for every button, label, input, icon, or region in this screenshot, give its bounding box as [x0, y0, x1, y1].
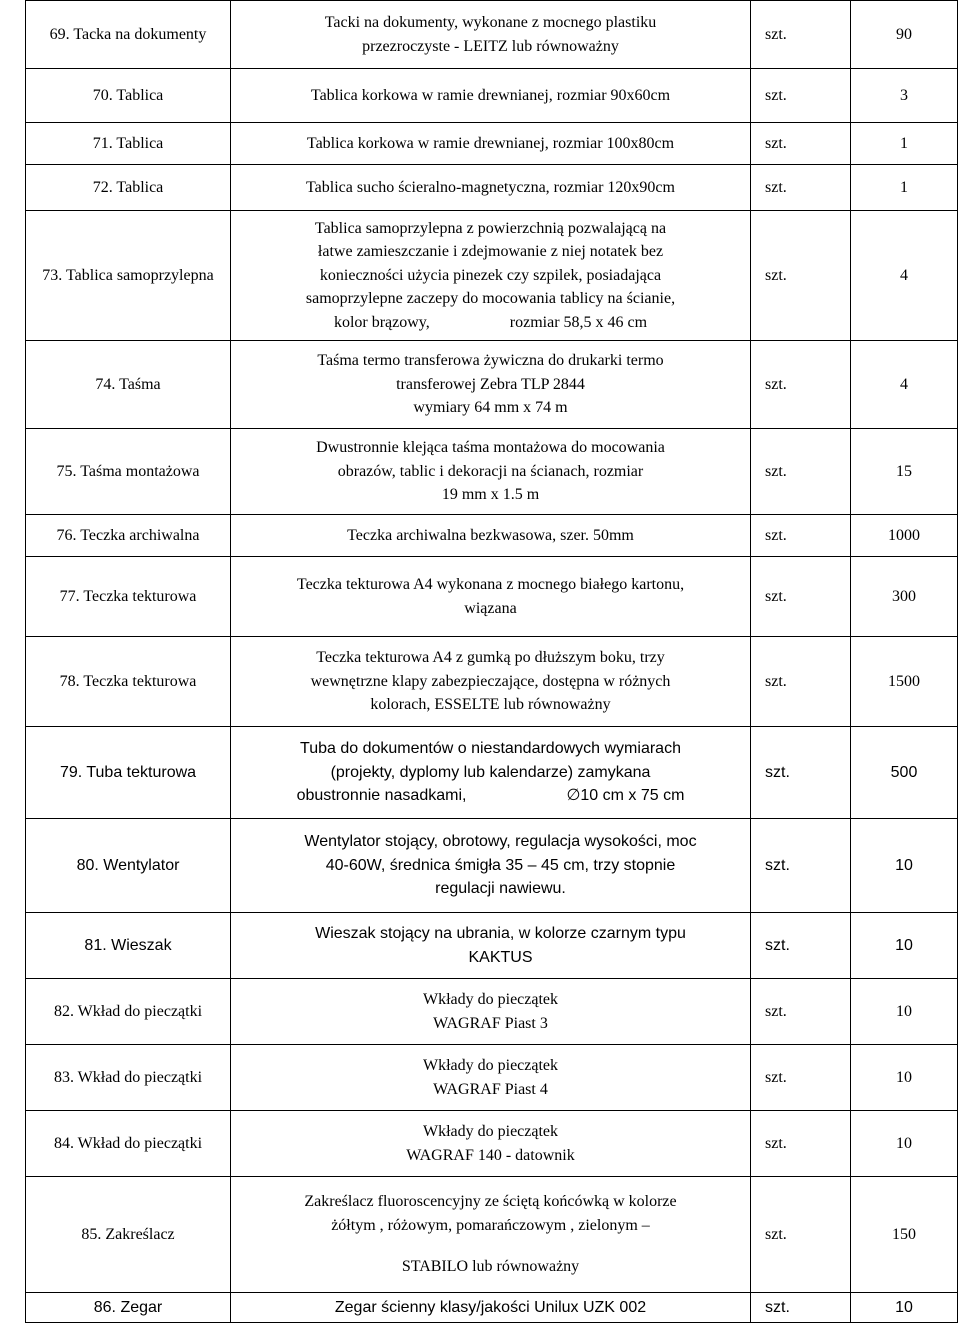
item-quantity: 300	[851, 557, 958, 637]
item-unit: szt.	[751, 429, 851, 515]
item-name: 72. Tablica	[26, 165, 231, 211]
item-description: Teczka tekturowa A4 z gumką po dłuższym boku, trzy wewnętrzne klapy zabezpieczające, dostępna w różnych kolorach, ESSELTE lub równoważny	[231, 637, 751, 727]
item-name: 86. Zegar	[26, 1293, 231, 1323]
table-row	[26, 1177, 958, 1293]
item-name: 77. Teczka tekturowa	[26, 557, 231, 637]
item-description: Wkłady do pieczątek WAGRAF 140 - datownik	[231, 1111, 751, 1177]
item-name: 85. Zakreślacz	[26, 1177, 231, 1293]
item-unit: szt.	[751, 123, 851, 165]
item-description: Tuba do dokumentów o niestandardowych wymiarach (projekty, dyplomy lub kalendarze) zamykana obustronnie nasadkami, ∅10 cm x 75 cm	[231, 727, 751, 819]
table-row	[26, 819, 958, 913]
item-description: Wkłady do pieczątek WAGRAF Piast 3	[231, 979, 751, 1045]
item-name: 70. Tablica	[26, 69, 231, 123]
item-name: 69. Tacka na dokumenty	[26, 1, 231, 69]
item-description: Zegar ścienny klasy/jakości Unilux UZK 002	[231, 1293, 751, 1323]
item-name: 80. Wentylator	[26, 819, 231, 913]
items-table	[25, 0, 958, 1323]
item-unit: szt.	[751, 979, 851, 1045]
item-description: Teczka tekturowa A4 wykonana z mocnego białego kartonu, wiązana	[231, 557, 751, 637]
item-unit: szt.	[751, 727, 851, 819]
item-description: Tablica sucho ścieralno-magnetyczna, rozmiar 120x90cm	[231, 165, 751, 211]
table-row	[26, 429, 958, 515]
item-quantity: 10	[851, 1293, 958, 1323]
table-row	[26, 727, 958, 819]
item-description: Zakreślacz fluoroscencyjny ze ściętą końcówką w kolorze żółtym , różowym, pomarańczowym , zielonym – STABILO lub równoważny	[231, 1177, 751, 1293]
table-row	[26, 165, 958, 211]
table-row	[26, 123, 958, 165]
item-description: Tablica samoprzylepna z powierzchnią pozwalającą na łatwe zamieszczanie i zdejmowanie z niej notatek bez konieczności użycia pinezek czy szpilek, posiadająca samoprzylepne zaczepy do mocowania tablicy na ścianie, kolor brązowy, rozmiar 58,5 x 46 cm	[231, 211, 751, 341]
item-description: Wentylator stojący, obrotowy, regulacja wysokości, moc 40-60W, średnica śmigła 35 – 45 cm, trzy stopnie regulacji nawiewu.	[231, 819, 751, 913]
item-quantity: 3	[851, 69, 958, 123]
item-unit: szt.	[751, 557, 851, 637]
item-unit: szt.	[751, 1111, 851, 1177]
table-row	[26, 341, 958, 429]
table-row	[26, 211, 958, 341]
item-unit: szt.	[751, 913, 851, 979]
item-unit: szt.	[751, 165, 851, 211]
item-quantity: 10	[851, 1045, 958, 1111]
item-quantity: 1000	[851, 515, 958, 557]
item-unit: szt.	[751, 1177, 851, 1293]
item-description: Dwustronnie klejąca taśma montażowa do mocowania obrazów, tablic i dekoracji na ścianach, rozmiar 19 mm x 1.5 m	[231, 429, 751, 515]
table-row	[26, 515, 958, 557]
item-description: Tablica korkowa w ramie drewnianej, rozmiar 90x60cm	[231, 69, 751, 123]
item-unit: szt.	[751, 69, 851, 123]
table-row	[26, 1045, 958, 1111]
item-quantity: 15	[851, 429, 958, 515]
item-description: Tablica korkowa w ramie drewnianej, rozmiar 100x80cm	[231, 123, 751, 165]
item-description: Tacki na dokumenty, wykonane z mocnego plastiku przezroczyste - LEITZ lub równoważny	[231, 1, 751, 69]
item-name: 82. Wkład do pieczątki	[26, 979, 231, 1045]
item-unit: szt.	[751, 1045, 851, 1111]
item-name: 83. Wkład do pieczątki	[26, 1045, 231, 1111]
item-name: 78. Teczka tekturowa	[26, 637, 231, 727]
item-unit: szt.	[751, 515, 851, 557]
item-unit: szt.	[751, 341, 851, 429]
item-description: Taśma termo transferowa żywiczna do drukarki termo transferowej Zebra TLP 2844 wymiary 64 mm x 74 m	[231, 341, 751, 429]
item-quantity: 1	[851, 165, 958, 211]
item-quantity: 1500	[851, 637, 958, 727]
item-unit: szt.	[751, 819, 851, 913]
item-description: Wieszak stojący na ubrania, w kolorze czarnym typu KAKTUS	[231, 913, 751, 979]
item-quantity: 10	[851, 1111, 958, 1177]
table-row	[26, 637, 958, 727]
item-quantity: 150	[851, 1177, 958, 1293]
table-row	[26, 1293, 958, 1323]
table-row	[26, 69, 958, 123]
item-unit: szt.	[751, 1293, 851, 1323]
table-row	[26, 913, 958, 979]
item-quantity: 1	[851, 123, 958, 165]
item-description: Teczka archiwalna bezkwasowa, szer. 50mm	[231, 515, 751, 557]
item-name: 71. Tablica	[26, 123, 231, 165]
item-unit: szt.	[751, 1, 851, 69]
item-quantity: 10	[851, 979, 958, 1045]
item-unit: szt.	[751, 211, 851, 341]
item-quantity: 500	[851, 727, 958, 819]
item-name: 79. Tuba tekturowa	[26, 727, 231, 819]
item-quantity: 4	[851, 211, 958, 341]
item-name: 75. Taśma montażowa	[26, 429, 231, 515]
item-quantity: 90	[851, 1, 958, 69]
item-name: 73. Tablica samoprzylepna	[26, 211, 231, 341]
table-row	[26, 979, 958, 1045]
table-row	[26, 1, 958, 69]
table-row	[26, 1111, 958, 1177]
item-name: 81. Wieszak	[26, 913, 231, 979]
item-quantity: 4	[851, 341, 958, 429]
item-quantity: 10	[851, 913, 958, 979]
item-name: 76. Teczka archiwalna	[26, 515, 231, 557]
item-unit: szt.	[751, 637, 851, 727]
item-quantity: 10	[851, 819, 958, 913]
item-description: Wkłady do pieczątek WAGRAF Piast 4	[231, 1045, 751, 1111]
item-name: 84. Wkład do pieczątki	[26, 1111, 231, 1177]
table-row	[26, 557, 958, 637]
item-name: 74. Taśma	[26, 341, 231, 429]
